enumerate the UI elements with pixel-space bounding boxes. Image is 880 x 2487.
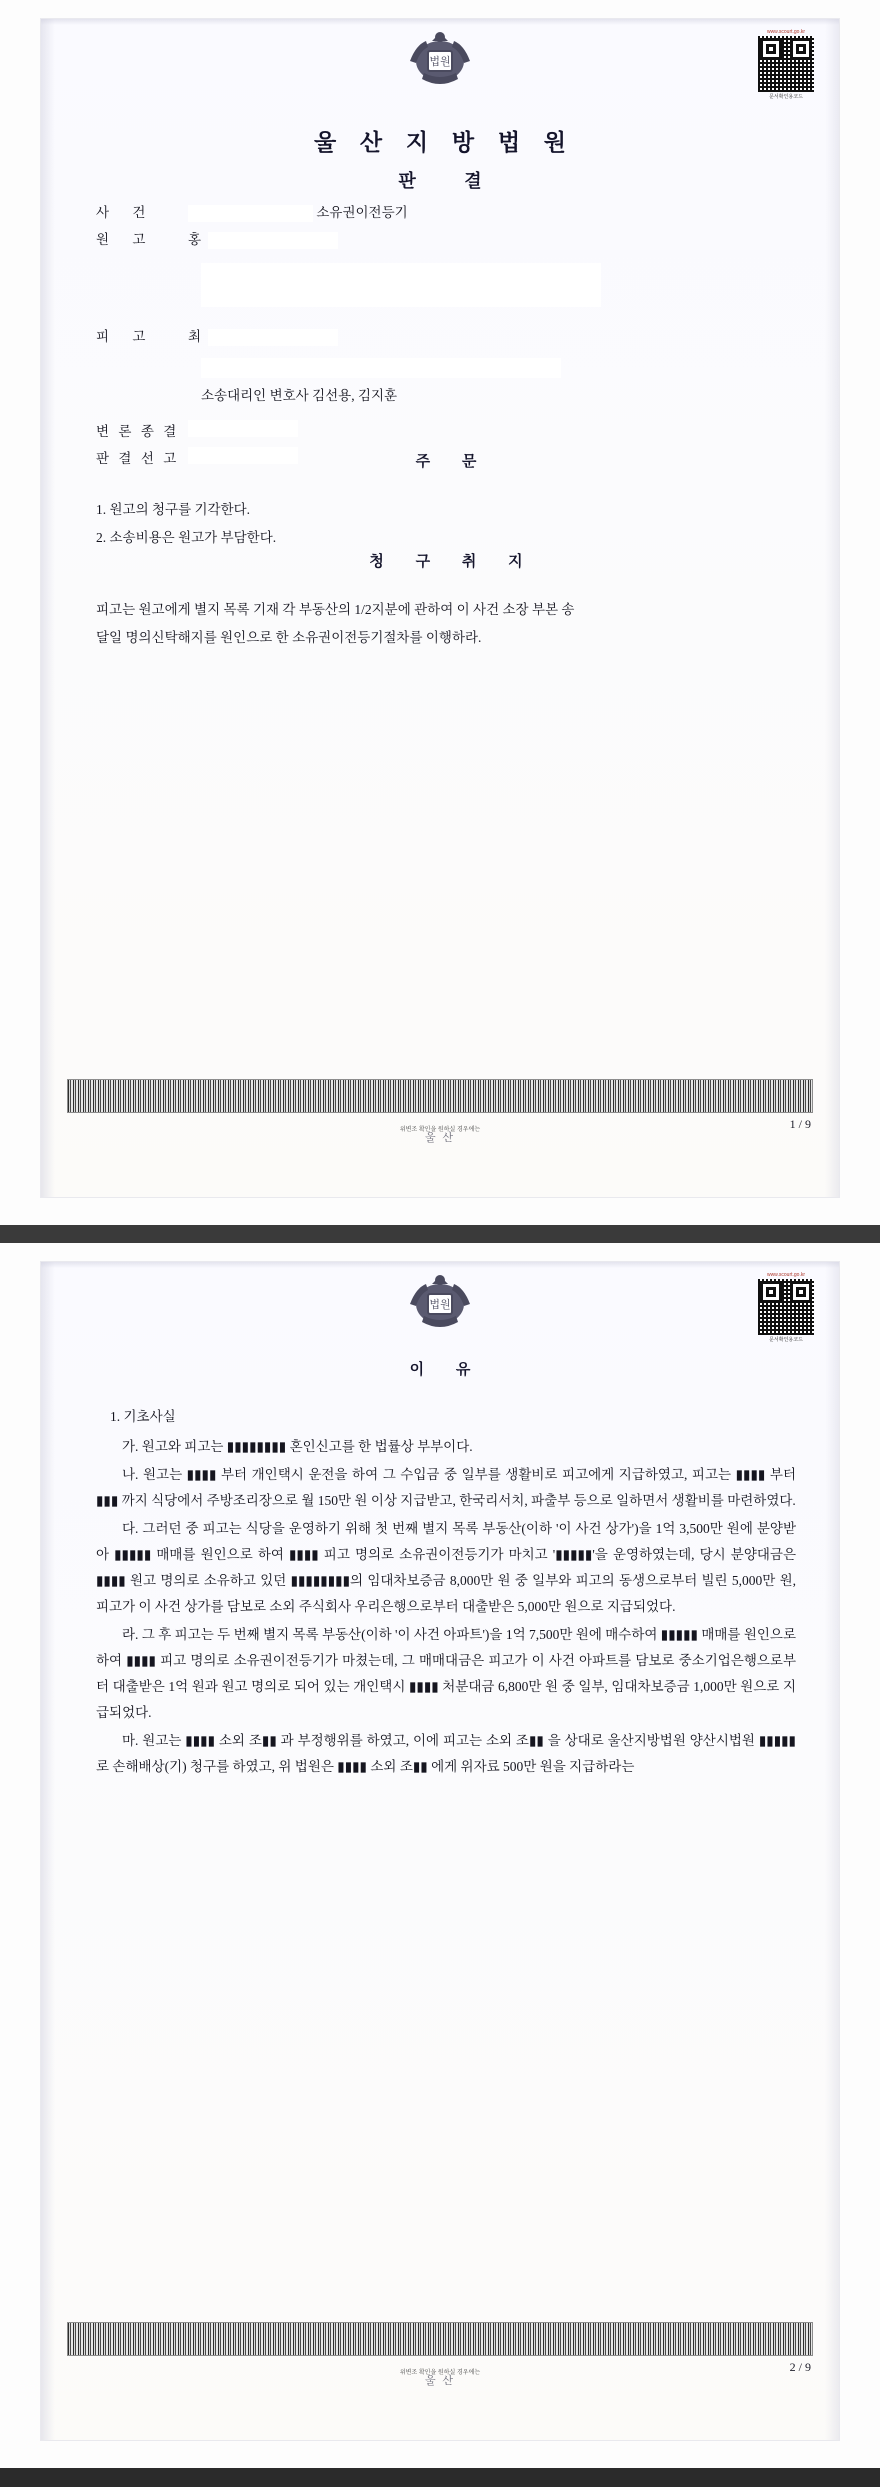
- svg-text:법원: 법원: [429, 56, 451, 68]
- barcode-note: 위변조 확인을 원하실 경우에는: [399, 2370, 481, 2376]
- field-row-hearing-closed: [96, 420, 796, 447]
- field-label-judgment-date: 판 결 선 고: [96, 451, 180, 466]
- claim-paragraph-1: 피고는 원고에게 별지 목록 기재 각 부동산의 1/2지분에 관하여 이 사건 소장 부본 송: [96, 602, 575, 617]
- field-label-hearing-closed: 변 론 종 결: [96, 424, 180, 439]
- verification-barcode: [67, 2322, 813, 2356]
- verification-qr-block: [755, 29, 817, 100]
- qr-caption-label: 문서확인용코드: [769, 94, 803, 100]
- qr-caption-label: 문서확인용코드: [769, 1337, 803, 1343]
- document-type-title: 판 결: [398, 171, 504, 191]
- barcode-note: 위변조 확인을 원하실 경우에는: [399, 1127, 481, 1133]
- reason-heading-1: 1. 기초사실: [110, 1409, 176, 1424]
- court-seal: 울 산: [424, 2375, 456, 2387]
- scan-edge-left: [41, 19, 55, 1197]
- reason-paragraph-na: 나. 원고는 ▮▮▮▮ 부터 개인택시 운전을 하여 그 수입금 중 일부를 생활비로 피고에게 지급하였고, 피고는 ▮▮▮▮ 부터 ▮▮▮ 까지 식당에서 주방조리장으로 월 150만 원 이상 지급받고, 한국리서치, 파출부 등으로 일하면서 생활비를 마련하였다.: [96, 1467, 796, 1508]
- reason-paragraph-ra: 라. 그 후 피고는 두 번째 별지 목록 부동산(이하 '이 사건 아파트')을 1억 7,500만 원에 매수하여 ▮▮▮▮▮ 매매를 원인으로 하여 ▮▮▮▮ 피고 명의로 소유권이전등기가 마쳤는데, 그 매매대금은 피고가 이 사건 아파트를 담보로 중소기업은행으로부터 대출받은 1억 원과 원고 명의로 되어 있는 개인택시 ▮▮▮▮ 처분대금 6,800만 원 중 일부, 임대차보증금 1,000만 원으로 지급되었다.: [96, 1627, 796, 1720]
- section-title-order: 주 문: [415, 454, 491, 470]
- qr-url-label: www.scourt.go.kr: [766, 29, 806, 35]
- section-title-claim: 청 구 취 지: [369, 554, 537, 570]
- redaction-box: [208, 232, 338, 249]
- section-title-reason: 이 유: [409, 1362, 485, 1378]
- redaction-box-address-plaintiff: [201, 263, 601, 307]
- reason-paragraph-ma: 마. 원고는 ▮▮▮▮ 소외 조▮▮ 과 부정행위를 하였고, 이에 피고는 소외 조▮▮ 을 상대로 울산지방법원 양산시법원 ▮▮▮▮▮ 로 손해배상(기) 청구를 하였고, 위 법원은 ▮▮▮▮ 소외 조▮▮ 에게 위자료 500만 원을 지급하라는: [96, 1733, 796, 1774]
- scan-edge-top: [41, 1262, 839, 1268]
- qr-url-label: www.scourt.go.kr: [766, 1272, 806, 1278]
- counsel-line: 소송대리인 변호사 김선용, 김지훈: [201, 388, 398, 403]
- court-emblem-icon: [402, 31, 478, 89]
- redaction-box-address-defendant: [201, 358, 561, 378]
- page-number: 2 / 9: [789, 2360, 811, 2374]
- field-value-case-text: 소유권이전등기: [316, 205, 408, 220]
- field-value-defendant: [188, 325, 796, 346]
- redaction-box: [188, 420, 298, 437]
- qr-code-icon: [758, 1279, 814, 1335]
- qr-code-icon: [758, 36, 814, 92]
- field-value-plaintiff-text: 홍: [188, 232, 202, 247]
- page-2-sheet: [40, 1261, 840, 2441]
- page-1-sheet: [40, 18, 840, 1198]
- field-row-defendant: [96, 325, 796, 352]
- field-label-plaintiff: 원 고: [96, 232, 156, 247]
- document-page-2: [0, 1243, 880, 2468]
- field-value-case: [188, 201, 796, 222]
- reason-paragraph-da: 다. 그러던 중 피고는 식당을 운영하기 위해 첫 번째 별지 목록 부동산(이하 '이 사건 상가')을 1억 3,500만 원에 분양받아 ▮▮▮▮▮ 매매를 원인으로 하여 ▮▮▮▮ 피고 명의로 소유권이전등기가 마치고 '▮▮▮▮▮'을 운영하였는데, 당시 분양대금은 ▮▮▮▮ 원고 명의로 소유하고 있던 ▮▮▮▮▮▮▮▮의 임대차보증금 8,000만 원 중 일부와 피고의 동생으로부터 빌린 5,000만 원, 피고가 이 사건 상가를 담보로 소외 주식회사 우리은행으로부터 대출받은 5,000만 원으로 지급되었다.: [96, 1521, 796, 1614]
- court-name-title: 울 산 지 방 법 원: [313, 130, 576, 155]
- field-value-plaintiff: [188, 228, 796, 249]
- field-row-case: [96, 201, 796, 228]
- svg-text:법원: 법원: [429, 1299, 451, 1311]
- field-label-case: 사 건: [96, 205, 156, 220]
- redaction-box: [188, 205, 313, 222]
- court-emblem-icon: [402, 1274, 478, 1332]
- verification-barcode: [67, 1079, 813, 1113]
- verification-qr-block: [755, 1272, 817, 1343]
- field-value-defendant-text: 최: [188, 329, 202, 344]
- court-seal: 울 산: [424, 1132, 456, 1144]
- case-header-fields: [96, 201, 796, 474]
- page-number: 1 / 9: [789, 1117, 811, 1131]
- reason-paragraph-ga: 가. 원고와 피고는 ▮▮▮▮▮▮▮▮ 혼인신고를 한 법률상 부부이다.: [122, 1439, 473, 1454]
- field-row-plaintiff: [96, 228, 796, 255]
- scan-edge-right: [825, 1262, 839, 2440]
- field-label-defendant: 피 고: [96, 329, 156, 344]
- scan-edge-top: [41, 19, 839, 25]
- scan-edge-left: [41, 1262, 55, 2440]
- document-page-1: [0, 0, 880, 1225]
- field-value-hearing-closed: [188, 420, 796, 437]
- reason-body: [96, 1404, 796, 1782]
- redaction-box: [208, 329, 338, 346]
- claim-paragraph-2: 달일 명의신탁해지를 원인으로 한 소유권이전등기절차를 이행하라.: [96, 630, 482, 645]
- order-paragraph-2: 2. 소송비용은 원고가 부담한다.: [96, 530, 277, 545]
- scan-edge-right: [825, 19, 839, 1197]
- section-order: [96, 449, 796, 553]
- section-claim: [96, 549, 796, 653]
- order-paragraph-1: 1. 원고의 청구를 기각한다.: [96, 502, 251, 517]
